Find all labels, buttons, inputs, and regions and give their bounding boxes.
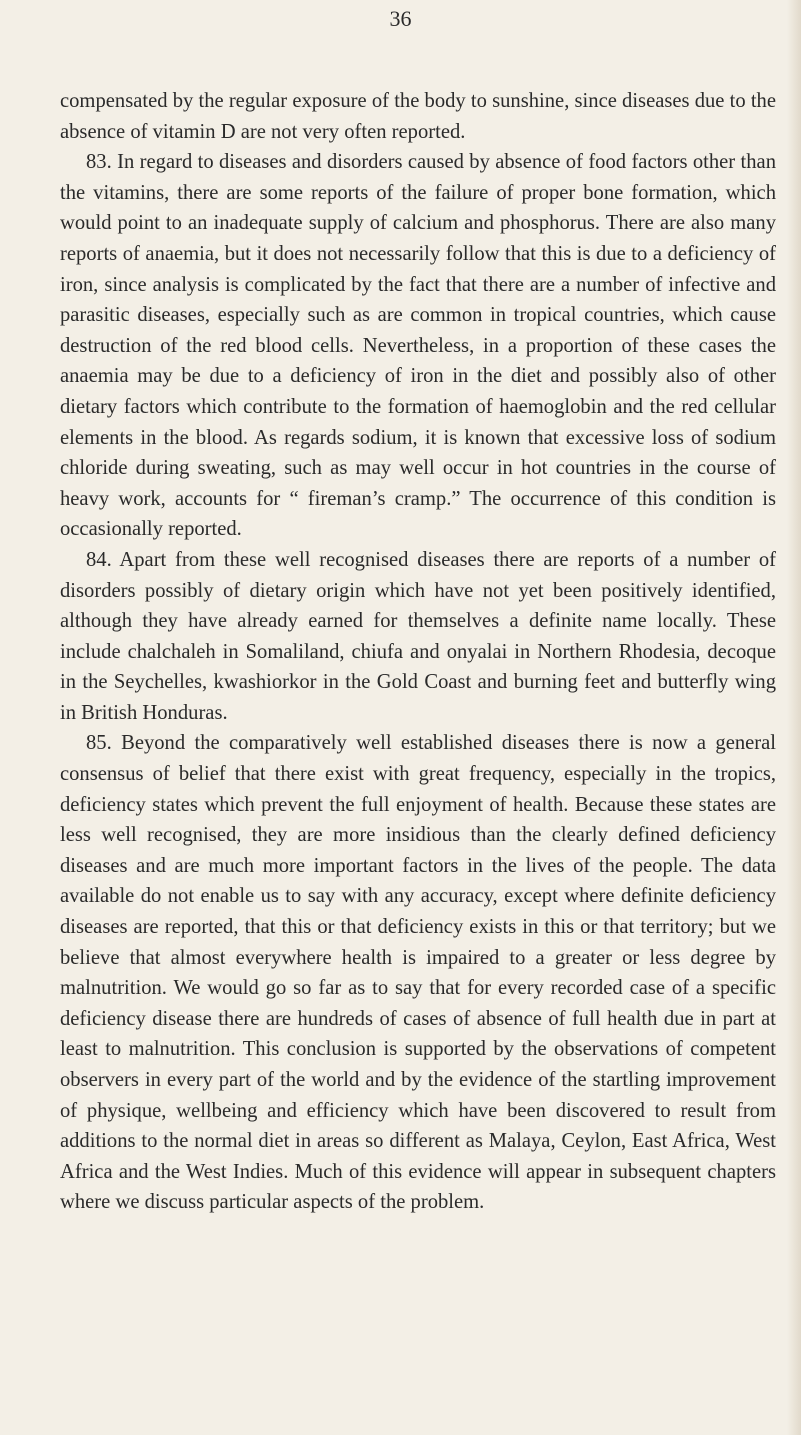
paragraph-83: 83. In regard to diseases and disorders caused by absence of food factors other than the vitamins, there are some reports of the failure of proper bone formation, which would point to an inadequate supply of calcium and phosphorus. There are also many reports of anaemia, but it does not necessarily follow that this is due to a deficiency of iron, since analysis is complicated by the fact that there are a number of infective and parasitic diseases, especially such as are common in tropical countries, which cause destruction of the red blood cells. Nevertheless, in a proportion of these cases the anaemia may be due to a deficiency of iron in the diet and possibly also of other dietary factors which contribute to the formation of haemoglobin and the red cellular elements in the blood. As regards sodium, it is known that excessive loss of sodium chloride during sweating, such as may well occur in hot countries in the course of heavy work, accounts for “ fireman’s cramp.” The occurrence of this condition is occasionally reported. [60,151,776,541]
paragraph-85: 85. Beyond the comparatively well established diseases there is now a general consensus of belief that there exist with great frequency, especially in the tropics, deficiency states which prevent the full enjoyment of health. Because these states are less well recognised, they are more insidious than the clearly defined deficiency diseases and are much more important factors in the lives of the people. The data available do not enable us to say with any accuracy, except where definite deficiency diseases are reported, that this or that deficiency exists in this or that territory; but we believe that almost everywhere health is impaired to a greater or less degree by malnutrition. We would go so far as to say that for every recorded case of a specific deficiency disease there are hundreds of cases of absence of full health due in part at least to malnutrition. This conclusion is supported by the observations of competent observers in every part of the world and by the evidence of the startling improvement of physique, wellbeing and efficiency which have been discovered to result from additions to the normal diet in areas so different as Malaya, Ceylon, East Africa, West Africa and the West Indies. Much of this evidence will appear in subsequent chapters where we discuss particular aspects of the problem. [60,732,776,1214]
page-edge-shadow [787,0,801,1435]
paragraph-84: 84. Apart from these well recognised diseases there are reports of a number of disorders possibly of dietary origin which have not yet been positively identified, although they have already earned for themselves a definite name locally. These include chalchaleh in Somaliland, chiufa and onyalai in Northern Rhodesia, decoque in the Seychelles, kwashiorkor in the Gold Coast and burning feet and butterfly wing in British Honduras. [60,548,776,724]
page-body [60,10,776,1218]
paragraph-continuation: compensated by the regular exposure of the body to sunshine, since diseases due to the absence of vitamin D are not very often reported. [60,90,776,143]
page-number: 36 [389,6,412,31]
